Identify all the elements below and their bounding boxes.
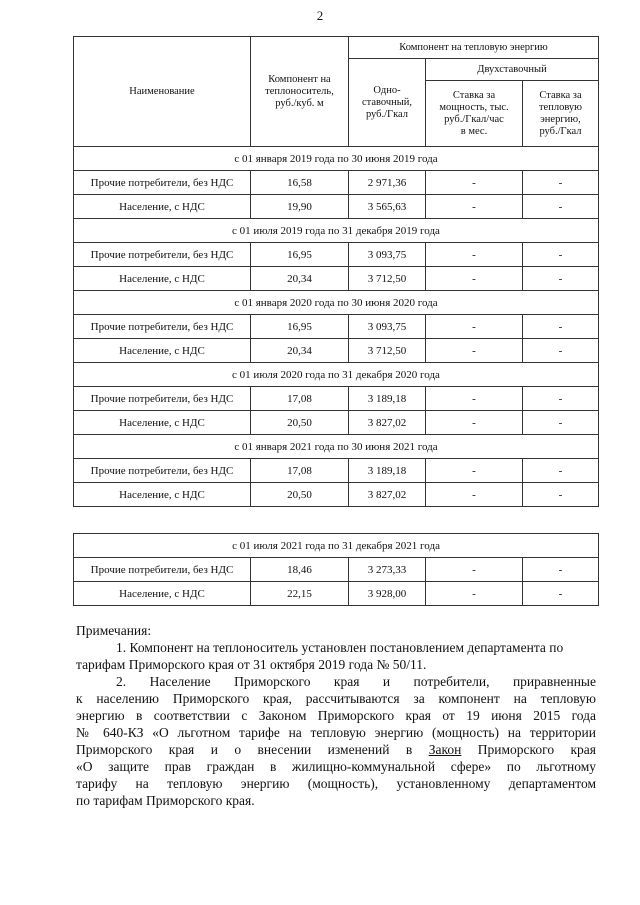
cell-single: 3 189,18 (349, 387, 426, 411)
cell-energy: - (523, 459, 599, 483)
cell-coolant: 16,95 (251, 243, 349, 267)
notes-heading: Примечания: (76, 623, 152, 638)
table-row (74, 558, 599, 582)
cell-coolant: 20,50 (251, 483, 349, 507)
cell-capacity: - (426, 195, 523, 219)
notes-section (76, 622, 596, 809)
cell-capacity: - (426, 411, 523, 435)
cell-energy: - (523, 171, 599, 195)
law-link[interactable]: Закон (428, 742, 462, 757)
cell-single: 3 827,02 (349, 411, 426, 435)
header-energy-rate: Ставка за тепловую энергию, руб./Гкал (523, 81, 599, 147)
cell-capacity: - (426, 171, 523, 195)
table-row (74, 195, 599, 219)
cell-capacity: - (426, 483, 523, 507)
tariff-table-continued (73, 533, 599, 606)
cell-single: 3 273,33 (349, 558, 426, 582)
cell-coolant: 17,08 (251, 387, 349, 411)
cell-energy: - (523, 411, 599, 435)
table-row (74, 387, 599, 411)
cell-name: Прочие потребители, без НДС (74, 459, 251, 483)
cell-capacity: - (426, 339, 523, 363)
cell-energy: - (523, 483, 599, 507)
header-heat-component: Компонент на тепловую энергию (349, 37, 599, 59)
cell-coolant: 20,34 (251, 339, 349, 363)
cell-name: Прочие потребители, без НДС (74, 387, 251, 411)
table-row (74, 315, 599, 339)
note-2-line-4: № 640-КЗ «О льготном тарифе на тепловую энергию (мощность) на территории (76, 725, 596, 740)
note-2-line-7: тарифу на тепловую энергию (мощность), установленному департаментом (76, 776, 596, 791)
cell-coolant: 19,90 (251, 195, 349, 219)
cell-single: 3 093,75 (349, 243, 426, 267)
cell-energy: - (523, 267, 599, 291)
cell-single: 3 565,63 (349, 195, 426, 219)
note-2-line-3: энергию в соответствии с Законом Приморского края от 19 июня 2015 года (76, 708, 596, 723)
cell-name: Прочие потребители, без НДС (74, 315, 251, 339)
cell-coolant: 22,15 (251, 582, 349, 606)
period-header: с 01 января 2019 года по 30 июня 2019 года (74, 147, 599, 171)
cell-coolant: 16,58 (251, 171, 349, 195)
cell-name: Прочие потребители, без НДС (74, 558, 251, 582)
cell-name: Прочие потребители, без НДС (74, 243, 251, 267)
cell-name: Население, с НДС (74, 339, 251, 363)
cell-name: Население, с НДС (74, 582, 251, 606)
cell-name: Прочие потребители, без НДС (74, 171, 251, 195)
table-row (74, 582, 599, 606)
cell-name: Население, с НДС (74, 267, 251, 291)
cell-single: 3 189,18 (349, 459, 426, 483)
cell-capacity: - (426, 582, 523, 606)
header-two-rate: Двухставочный (426, 59, 599, 81)
tariff-table (73, 36, 599, 507)
cell-single: 3 093,75 (349, 315, 426, 339)
table-row (74, 483, 599, 507)
cell-single: 2 971,36 (349, 171, 426, 195)
note-2-line-1: 2. Население Приморского края и потребители, приравненные (116, 674, 596, 689)
cell-capacity: - (426, 387, 523, 411)
cell-single: 3 928,00 (349, 582, 426, 606)
cell-capacity: - (426, 315, 523, 339)
table-row (74, 339, 599, 363)
cell-name: Население, с НДС (74, 483, 251, 507)
cell-name: Население, с НДС (74, 411, 251, 435)
header-capacity-rate: Ставка за мощность, тыс. руб./Гкал/час в мес. (426, 81, 523, 147)
cell-coolant: 16,95 (251, 315, 349, 339)
cell-energy: - (523, 558, 599, 582)
cell-coolant: 18,46 (251, 558, 349, 582)
period-header: с 01 июля 2021 года по 31 декабря 2021 года (74, 534, 599, 558)
cell-name: Население, с НДС (74, 195, 251, 219)
period-header: с 01 июля 2019 года по 31 декабря 2019 года (74, 219, 599, 243)
table-row (74, 411, 599, 435)
note-2-line-6: «О защите прав граждан в жилищно-коммунальной сфере» по льготному (76, 759, 596, 774)
note-2-line-5: Приморского края и о внесении изменений в Закон Приморского края (76, 742, 597, 757)
header-name: Наименование (74, 37, 251, 147)
header-single-rate: Одно- ставочный, руб./Гкал (349, 59, 426, 147)
period-header: с 01 июля 2020 года по 31 декабря 2020 года (74, 363, 599, 387)
cell-capacity: - (426, 267, 523, 291)
cell-coolant: 20,34 (251, 267, 349, 291)
cell-capacity: - (426, 459, 523, 483)
table-row (74, 267, 599, 291)
table-row (74, 243, 599, 267)
cell-energy: - (523, 387, 599, 411)
note-2-line-8: по тарифам Приморского края. (76, 793, 255, 808)
cell-energy: - (523, 243, 599, 267)
cell-energy: - (523, 582, 599, 606)
cell-coolant: 17,08 (251, 459, 349, 483)
cell-single: 3 712,50 (349, 339, 426, 363)
period-header: с 01 января 2020 года по 30 июня 2020 года (74, 291, 599, 315)
page-number: 2 (316, 8, 324, 23)
cell-energy: - (523, 195, 599, 219)
cell-energy: - (523, 315, 599, 339)
cell-single: 3 827,02 (349, 483, 426, 507)
note-1: 1. Компонент на теплоноситель установлен постановлением департамента по тарифам Приморского края от 31 октября 2019 года № 50/11. (76, 640, 564, 672)
cell-energy: - (523, 339, 599, 363)
cell-capacity: - (426, 243, 523, 267)
cell-coolant: 20,50 (251, 411, 349, 435)
cell-capacity: - (426, 558, 523, 582)
table-row (74, 171, 599, 195)
table-row (74, 459, 599, 483)
period-header: с 01 января 2021 года по 30 июня 2021 года (74, 435, 599, 459)
note-2-line-2: к населению Приморского края, рассчитываются за компонент на тепловую (76, 691, 596, 706)
header-coolant: Компонент на теплоноситель, руб./куб. м (251, 37, 349, 147)
cell-single: 3 712,50 (349, 267, 426, 291)
